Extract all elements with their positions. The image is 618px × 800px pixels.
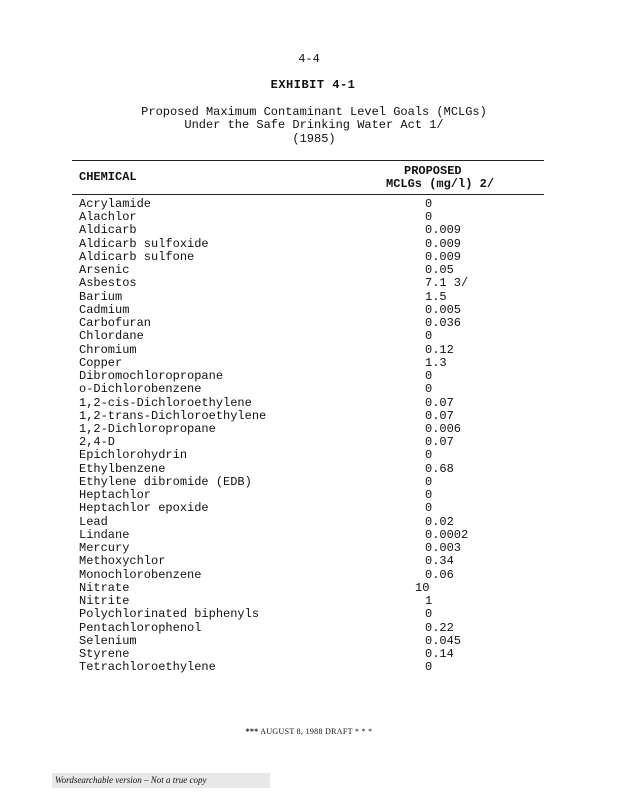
table-row: [79, 622, 519, 635]
table-row: [79, 211, 519, 224]
chemical-name: 1,2-cis-Dichloroethylene: [79, 395, 252, 410]
table-row: [79, 529, 519, 542]
mclg-value: 0: [425, 329, 433, 344]
mclg-value: 0.045: [425, 633, 462, 648]
column-header-proposed: PROPOSED: [404, 164, 462, 178]
chemical-name: Nitrate: [79, 580, 130, 595]
table-row: [79, 304, 519, 317]
chemical-name: Selenium: [79, 633, 137, 648]
chemical-name: Epichlorohydrin: [79, 448, 188, 463]
chemical-name: Copper: [79, 355, 123, 370]
chemical-name: 1,2-trans-Dichloroethylene: [79, 408, 267, 423]
chemical-name: Aldicarb sulfoxide: [79, 236, 209, 251]
mclg-value: 0: [425, 474, 433, 489]
table-row: [79, 569, 519, 582]
chemical-name: Arsenic: [79, 263, 130, 278]
mclg-value: 0.009: [425, 249, 462, 264]
footer: [0, 727, 618, 736]
mclg-value: 0.05: [425, 263, 454, 278]
chemical-name: Aldicarb: [79, 223, 137, 238]
chemical-name: 2,4-D: [79, 435, 116, 450]
chemical-name: Acrylamide: [79, 197, 152, 211]
chemical-name: Alachlor: [79, 210, 137, 225]
chemical-name: Polychlorinated biphenyls: [79, 607, 260, 622]
table-row: [79, 436, 519, 449]
table-row: [79, 198, 519, 211]
table-row: [79, 449, 519, 462]
mclg-value: 1.3: [425, 355, 447, 370]
table-row: [79, 635, 519, 648]
mclg-value: 0.006: [425, 421, 462, 436]
table-row: [79, 595, 519, 608]
chemical-name: Heptachlor: [79, 488, 152, 503]
mclg-value: 0: [425, 660, 433, 675]
table-row: [79, 238, 519, 251]
chemical-name: Ethylene dibromide (EDB): [79, 474, 252, 489]
chemical-name: Lead: [79, 514, 108, 529]
table-row: [79, 410, 519, 423]
table-row: [79, 489, 519, 502]
chemical-name: Heptachlor epoxide: [79, 501, 209, 516]
mclg-value: 0.005: [425, 302, 462, 317]
page-number: 4-4: [298, 52, 320, 66]
table-row: [79, 251, 519, 264]
subtitle-line-2: Under the Safe Drinking Water Act 1/: [184, 118, 444, 132]
table-row: [79, 555, 519, 568]
chemical-name: Dibromochloropropane: [79, 369, 224, 384]
table-row: [79, 648, 519, 661]
table-row: [79, 397, 519, 410]
chemical-name: Ethylbenzene: [79, 461, 166, 476]
table-row: [79, 516, 519, 529]
column-header-mclg-units: MCLGs (mg/l) 2/: [386, 177, 495, 191]
mclg-value: 0.22: [425, 620, 454, 635]
table-row: [79, 542, 519, 555]
mclg-value: 0.34: [425, 554, 454, 569]
chemical-name: Aldicarb sulfone: [79, 249, 195, 264]
mclg-value: 0.07: [425, 435, 454, 450]
table-row: [79, 224, 519, 237]
table-row: [79, 502, 519, 515]
table-row: [79, 608, 519, 621]
mclg-value: 0.02: [425, 514, 454, 529]
mclg-value: 0: [425, 488, 433, 503]
exhibit-title: EXHIBIT 4-1: [270, 78, 356, 92]
footer-stars-left: ***: [245, 727, 259, 736]
table-header-rule: [72, 194, 544, 195]
table-row: [79, 582, 519, 595]
mclg-value: 1: [425, 594, 433, 609]
mclg-value: 0: [425, 448, 433, 463]
chemical-name: Monochlorobenzene: [79, 567, 202, 582]
table-row: [79, 476, 519, 489]
table-row: [79, 661, 519, 674]
mclg-value: 0: [425, 369, 433, 384]
chemical-name: 1,2-Dichloropropane: [79, 421, 216, 436]
table-body: [79, 198, 519, 674]
chemical-name: Cadmium: [79, 302, 130, 317]
chemical-name: Methoxychlor: [79, 554, 166, 569]
table-row: [79, 317, 519, 330]
chemical-name: Chromium: [79, 342, 137, 357]
table-row: [79, 330, 519, 343]
mclg-value: 0.0002: [425, 527, 469, 542]
table-row: [79, 423, 519, 436]
subtitle-line-1: Proposed Maximum Contaminant Level Goals (MCLGs): [141, 105, 487, 119]
mclg-value: 0.68: [425, 461, 454, 476]
table-row: [79, 463, 519, 476]
table-row: [79, 370, 519, 383]
column-header-chemical: CHEMICAL: [79, 170, 137, 184]
mclg-value: 0.07: [425, 395, 454, 410]
table-top-rule: [72, 160, 544, 161]
mclg-value: 0.003: [425, 541, 462, 556]
mclg-value: 1.5: [425, 289, 447, 304]
mclg-value: 0: [425, 382, 433, 397]
chemical-name: Nitrite: [79, 594, 130, 609]
footer-draft-date: AUGUST 8, 1988 DRAFT: [260, 727, 353, 736]
subtitle-line-3: (1985): [292, 132, 336, 146]
table-row: [79, 344, 519, 357]
table-row: [79, 357, 519, 370]
mclg-value: 10: [415, 580, 430, 595]
mclg-value: 0: [425, 197, 433, 211]
mclg-value: 0.12: [425, 342, 454, 357]
table-row: [79, 383, 519, 396]
searchable-version-notice: Wordsearchable version – Not a true copy: [52, 773, 270, 788]
footer-stars-right: * * *: [354, 727, 373, 736]
mclg-value: 0: [425, 607, 433, 622]
mclg-value: 0.07: [425, 408, 454, 423]
table-row: [79, 277, 519, 290]
mclg-value: 0.009: [425, 223, 462, 238]
mclg-value: 0.009: [425, 236, 462, 251]
chemical-name: Asbestos: [79, 276, 137, 291]
chemical-name: o-Dichlorobenzene: [79, 382, 202, 397]
table-row: [79, 291, 519, 304]
chemical-name: Barium: [79, 289, 123, 304]
chemical-name: Chlordane: [79, 329, 144, 344]
chemical-name: Carbofuran: [79, 316, 152, 331]
mclg-value: 0: [425, 501, 433, 516]
chemical-name: Mercury: [79, 541, 130, 556]
mclg-value: 0.06: [425, 567, 454, 582]
chemical-name: Tetrachloroethylene: [79, 660, 216, 675]
mclg-value: 0.14: [425, 646, 454, 661]
mclg-value: 0.036: [425, 316, 462, 331]
table-row: [79, 264, 519, 277]
mclg-value: 7.1 3/: [425, 276, 469, 291]
chemical-name: Pentachlorophenol: [79, 620, 202, 635]
chemical-name: Lindane: [79, 527, 130, 542]
chemical-name: Styrene: [79, 646, 130, 661]
mclg-value: 0: [425, 210, 433, 225]
